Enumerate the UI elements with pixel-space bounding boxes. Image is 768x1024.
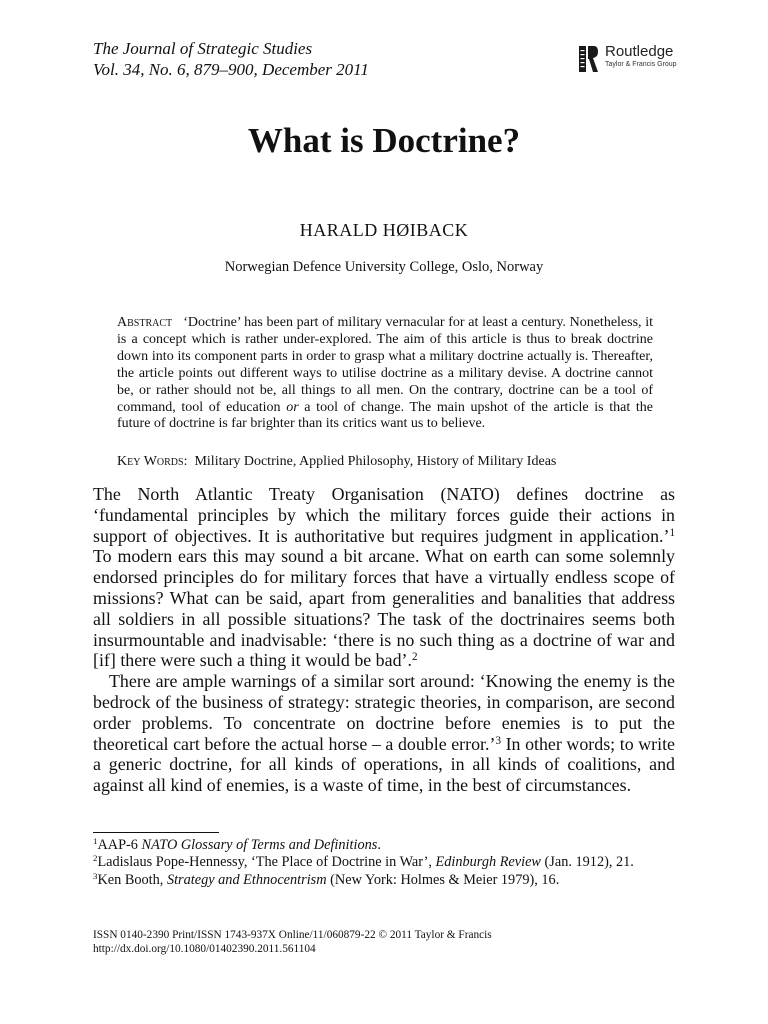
abstract-emphasis: or — [286, 399, 299, 415]
publisher-group: Taylor & Francis Group — [605, 61, 677, 68]
body-paragraph — [93, 484, 675, 671]
article-title: What is Doctrine? — [247, 121, 521, 160]
abstract-text: ‘Doctrine’ has been part of military vernacular for at least a century. Nonetheless, it is a concept which is rather under-explored. The aim of this article is thus to break doctrine down into its component parts in order to grasp what a military doctrine actually is. Thereafter, the article points out different ways to utilise doctrine as a military devise. A doctrine cannot be, or rather should not be, all things to all men. On the contrary, doctrine can be a tool of command, tool of education — [117, 315, 654, 415]
footnote-text: Ladislaus Pope-Hennessy, ‘The Place of Doctrine in War’, — [97, 854, 436, 871]
footnote — [93, 872, 675, 889]
footnote-text: . — [377, 837, 381, 853]
body-paragraph — [93, 671, 675, 796]
publisher-logo — [577, 44, 677, 74]
footnote-title: NATO Glossary of Terms and Definitions — [141, 837, 378, 853]
article-author: HARALD HØIBACK — [299, 220, 469, 240]
footnote-title: Edinburgh Review — [435, 854, 541, 871]
abstract-label: Abstract — [117, 315, 173, 330]
body-text: There are ample warnings of a similar sort around: ‘Knowing the enemy is the bedrock of the business of strategy: strategic theories, in comparison, are second order problems. To concentrate on doctrine before enemies is to put the theoretical cart before the actual horse – a double error.’ — [93, 671, 675, 754]
issn-line: ISSN 0140-2390 Print/ISSN 1743-937X Online/11/060879-22 © 2011 Taylor & Francis — [93, 929, 492, 941]
author-affiliation: Norwegian Defence University College, Oslo, Norway — [224, 259, 544, 275]
abstract-text-end: a tool of change. The main upshot of the article is that the future of doctrine is far brighter than its critics want us to believe. — [117, 399, 653, 432]
footnote-divider — [93, 832, 219, 833]
doi-link[interactable]: http://dx.doi.org/10.1080/01402390.2011.561104 — [93, 943, 316, 955]
footnote — [93, 837, 675, 854]
journal-citation — [93, 38, 369, 80]
footnote-text: AAP-6 — [97, 837, 142, 853]
footnote-text: Ken Booth, — [97, 871, 167, 888]
body-text: In other words; to write a generic doctrine, for all kinds of operations, in all kinds of coalitions, and against all kind of enemies, is a waste of time, in the best of circumstances. — [93, 733, 675, 796]
footnote-ref: 3 — [495, 734, 501, 747]
footnote — [93, 854, 675, 871]
body-text: To modern ears this may sound a bit arcane. What on earth can some solemnly endorsed principles do for military forces that have a virtually endless scope of missions? What can be said, apart from generalities and banalities that address all soldiers in all possible situations? The task of the doctrinaires seems both insurmountable and inadvisable: ‘there is no such thing as a doctrine of war and [if] there were such a thing it would be bad’. — [93, 546, 675, 671]
footnote-title: Strategy and Ethnocentrism — [166, 871, 327, 888]
footnote-text: (New York: Holmes & Meier 1979), 16. — [326, 871, 560, 888]
keywords-text: Military Doctrine, Applied Philosophy, History of Military Ideas — [194, 454, 557, 469]
journal-volume: Vol. 34, No. 6, 879–900, December 2011 — [93, 60, 369, 79]
body-text: The North Atlantic Treaty Organisation (NATO) defines doctrine as ‘fundamental principles by which the military forces guide their actions in support of objectives. It is authoritative but requires judgment in application.’ — [93, 484, 675, 546]
journal-name: The Journal of Strategic Studies — [93, 39, 313, 58]
article-body — [93, 484, 675, 796]
publication-footer — [93, 928, 693, 956]
keywords — [117, 453, 657, 470]
footnote-number: 1 — [93, 836, 98, 847]
footnotes — [93, 837, 675, 889]
keywords-label: Key Words: — [117, 454, 188, 469]
footnote-ref: 1 — [669, 526, 675, 539]
footnote-number: 3 — [93, 870, 98, 881]
publisher-name: Routledge — [605, 43, 674, 60]
abstract — [117, 315, 653, 433]
footnote-number: 2 — [93, 853, 98, 864]
routledge-logo-icon — [577, 44, 599, 74]
footnote-text: (Jan. 1912), 21. — [540, 854, 634, 871]
footnote-ref: 2 — [411, 651, 418, 664]
